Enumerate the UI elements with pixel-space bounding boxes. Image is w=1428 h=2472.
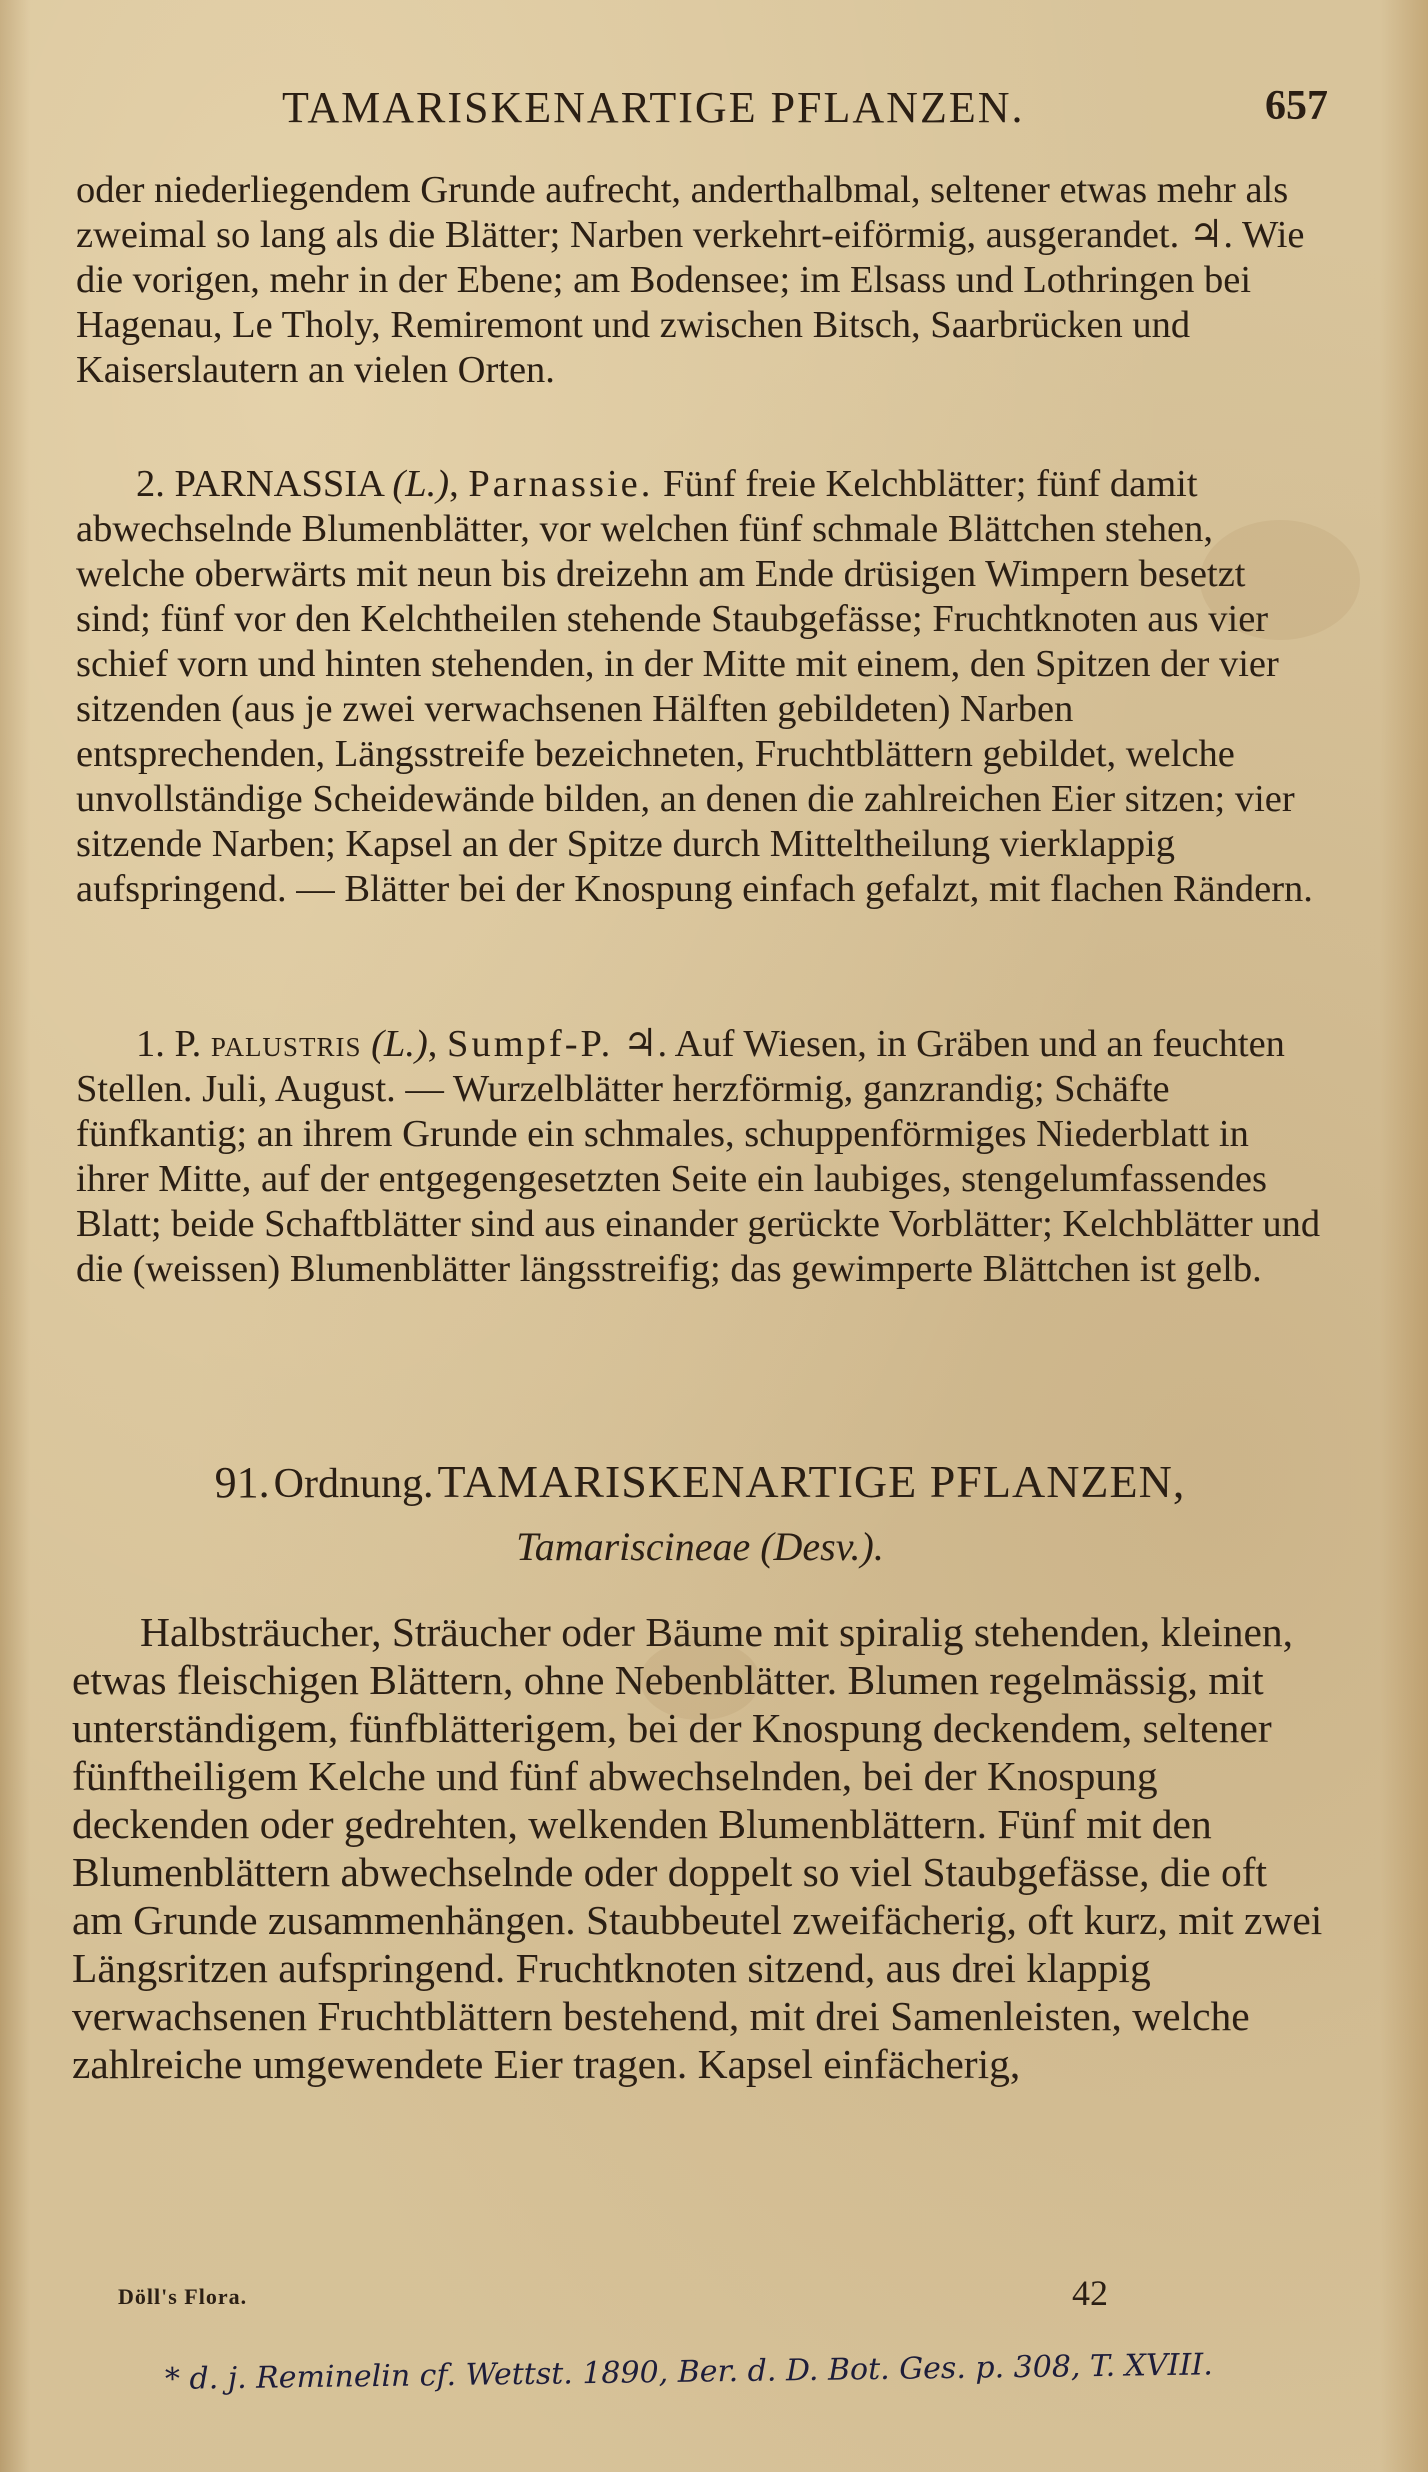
species-name: palustris — [210, 1023, 362, 1065]
species-number: 1. P. — [136, 1023, 202, 1065]
page-number: 657 — [1265, 83, 1328, 129]
order-label: Ordnung. — [273, 1461, 434, 1507]
order-description: Halbsträucher, Sträucher oder Bäume mit spiralig stehenden, kleinen, etwas fleischigen Blättern, ohne Nebenblätter. Blumen regelmässig, mit unterständigem, fünfblätterigem, bei der Knospung deckendem, seltener fünftheiligem Kelche und fünf abwechselnden, bei der Knospung deckenden oder gedrehten, welkenden Blumenblättern. Fünf mit den Blumenblättern abwechselnde oder doppelt so viel Staubgefässe, die oft am Grunde zusammenhängen. Staubbeutel zweifächerig, oft kurz, mit zwei Längsritzen aufspringend. Fruchtknoten sitzend, aus drei klappig verwachsenen Fruchtblättern bestehend, mit drei Samenleisten, welche zahlreiche umgewendete Eier tragen. Kapsel einfächerig, — [72, 1609, 1323, 2087]
running-title: TAMARISKENARTIGE PFLANZEN. — [282, 83, 1025, 132]
genus-author: (L.) — [392, 463, 450, 505]
species-common-name: Sumpf-P. — [447, 1023, 614, 1065]
order-name: TAMARISKENARTIGE PFLANZEN, — [437, 1456, 1186, 1507]
order-latin-name: Tamariscineae (Desv.). — [516, 1524, 884, 1569]
sheet-number: 42 — [1072, 2273, 1108, 2313]
species-paragraph: 1. P. palustris (L.), Sumpf-P. ♃. Auf Wiesen, in Gräben und an feuchten Stellen. Juli, August. — Wurzelblätter herzförmig, ganzrandig; Schäfte fünfkantig; an ihrem Grunde ein schmales, schuppenförmiges Niederblatt in ihrer Mitte, auf der entgegengesetzten Seite ein laubiges, stengelumfassendes Blatt; beide Schaftblätter sind aus einander gerückte Vorblätter; Kelchblätter und die (weissen) Blumenblätter längsstreifig; das gewimperte Blättchen ist gelb. — [76, 1023, 1321, 1290]
running-head — [60, 82, 1328, 132]
genus-description: Fünf freie Kelchblätter; fünf damit abwechselnde Blumenblätter, vor welchen fünf schmale Blättchen stehen, welche oberwärts mit neun bis dreizehn am Ende drüsigen Wimpern besetzt sind; fünf vor den Kelchtheilen stehende Staubgefässe; Fruchtknoten aus vier schief vorn und hinten stehenden, in der Mitte mit einem, den Spitzen der vier sitzenden (aus je zwei verwachsenen Hälften gebildeten) Narben entsprechenden, Längsstreife bezeichneten, Fruchtblättern gebildet, welche unvollständige Scheidewände bilden, an denen die zahlreichen Eier sitzen; vier sitzende Narben; Kapsel an der Spitze durch Mitteltheilung vierklappig aufspringend. — Blätter bei der Knospung einfach gefalzt, mit flachen Rändern. — [76, 463, 1313, 910]
genus-common-name: Parnassie. — [468, 463, 654, 505]
order-number: 91. — [214, 1458, 270, 1507]
continued-paragraph: oder niederliegendem Grunde aufrecht, anderthalbmal, seltener etwas mehr als zweimal so lang als die Blätter; Narben verkehrt-eiförmig, ausgerandet. ♃. Wie die vorigen, mehr in der Ebene; am Bodensee; im Elsass und Lothringen bei Hagenau, Le Tholy, Remiremont und zwischen Bitsch, Saarbrücken und Kaiserslautern an vielen Orten. — [76, 169, 1305, 391]
species-description: ♃. Auf Wiesen, in Gräben und an feuchten Stellen. Juli, August. — Wurzelblätter herzförmig, ganzrandig; Schäfte fünfkantig; an ihrem Grunde ein schmales, schuppenförmiges Niederblatt in ihrer Mitte, auf der entgegengesetzten Seite ein laubiges, stengelumfassendes Blatt; beide Schaftblätter sind aus einander gerückte Vorblätter; Kelchblätter und die (weissen) Blumenblätter längsstreifig; das gewimperte Blättchen ist gelb. — [76, 1023, 1321, 1290]
handwritten-annotation: * d. j. Reminelin cf. Wettst. 1890, Ber. d. D. Bot. Ges. p. 308, T. XVIII. — [164, 2347, 1214, 2397]
genus-paragraph: 2. PARNASSIA (L.), Parnassie. Fünf freie Kelchblätter; fünf damit abwechselnde Blumenblätter, vor welchen fünf schmale Blättchen stehen, welche oberwärts mit neun bis dreizehn am Ende drüsigen Wimpern besetzt sind; fünf vor den Kelchtheilen stehende Staubgefässe; Fruchtknoten aus vier schief vorn und hinten stehenden, in der Mitte mit einem, den Spitzen der vier sitzenden (aus je zwei verwachsenen Hälften gebildeten) Narben entsprechenden, Längsstreife bezeichneten, Fruchtblättern gebildet, welche unvollständige Scheidewände bilden, an denen die zahlreichen Eier sitzen; vier sitzende Narben; Kapsel an der Spitze durch Mitteltheilung vierklappig aufspringend. — Blätter bei der Knospung einfach gefalzt, mit flachen Rändern. — [76, 463, 1313, 910]
order-heading — [76, 1455, 1324, 1583]
genus-number: 2. PARNASSIA — [136, 463, 383, 505]
species-author: (L.) — [371, 1023, 428, 1065]
printer-signature: Döll's Flora. — [118, 2284, 248, 2309]
